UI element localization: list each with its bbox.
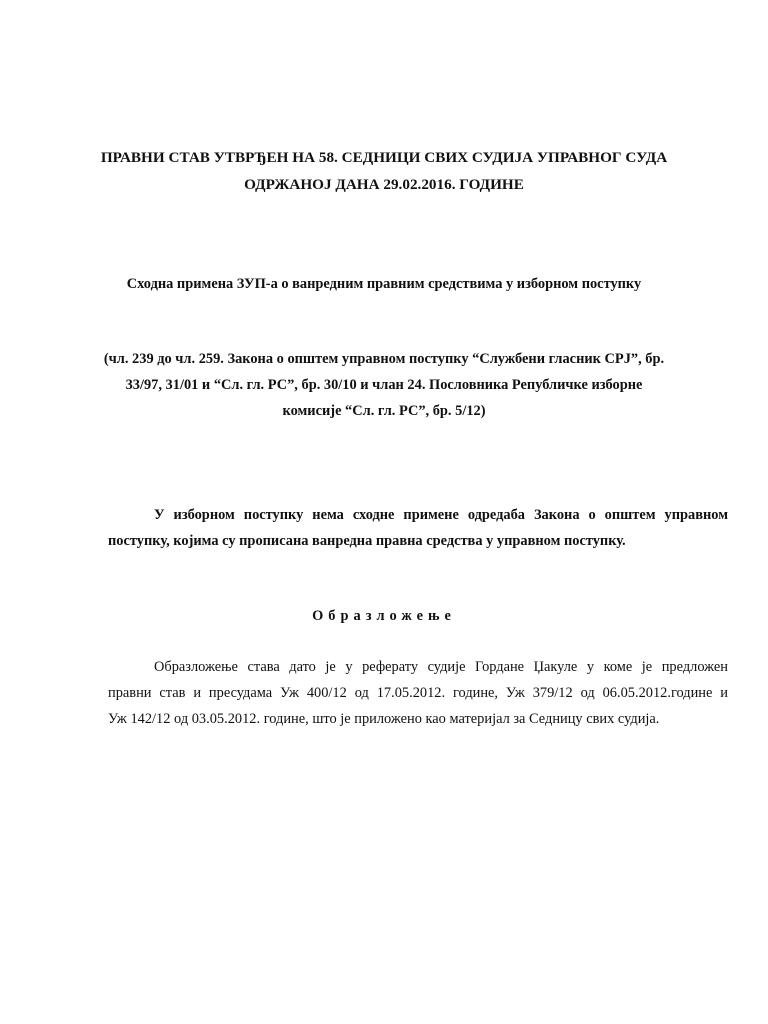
- reasoning-line-2: правни став и пресудама Уж 400/12 од 17.05.2012. године, Уж 379/12 од 06.05.2012.године и: [108, 685, 728, 701]
- citation-line-1: (чл. 239 до чл. 259. Закона о општем управном поступку “Службени гласник СРЈ”, бр.: [103, 351, 665, 367]
- reasoning-line-1: Образложење става дато је у реферату судије Гордане Џакуле у коме је предложен: [154, 659, 728, 675]
- citation-line-2: 33/97, 31/01 и “Сл. гл. РС”, бр. 30/10 и члан 24. Пословника Републичке изборне: [125, 377, 643, 393]
- legal-holding: [108, 502, 728, 554]
- reasoning-heading: Образложење: [312, 608, 456, 624]
- citation-line-3: комисије “Сл. гл. РС”, бр. 5/12): [282, 403, 486, 419]
- title-line-1: ПРАВНИ СТАВ УТВРЂЕН НА 58. СЕДНИЦИ СВИХ СУДИЈА УПРАВНОГ СУДА: [100, 149, 668, 166]
- title-line-2: ОДРЖАНОЈ ДАНА 29.02.2016. ГОДИНЕ: [244, 176, 524, 193]
- subject-line: Сходна примена ЗУП-а о ванредним правним средствима у изборном поступку: [126, 276, 642, 292]
- reasoning-line-3: Уж 142/12 од 03.05.2012. године, што је приложено као материјал за Седницу свих судија.: [108, 711, 660, 727]
- reasoning-paragraph: [108, 654, 728, 732]
- holding-line-2: поступку, којима су прописана ванредна правна средства у управном поступку.: [108, 533, 626, 549]
- holding-line-1: У изборном поступку нема сходне примене одредаба Закона о општем управном: [154, 507, 728, 523]
- document-title: [0, 144, 768, 198]
- legal-citation: [0, 346, 768, 424]
